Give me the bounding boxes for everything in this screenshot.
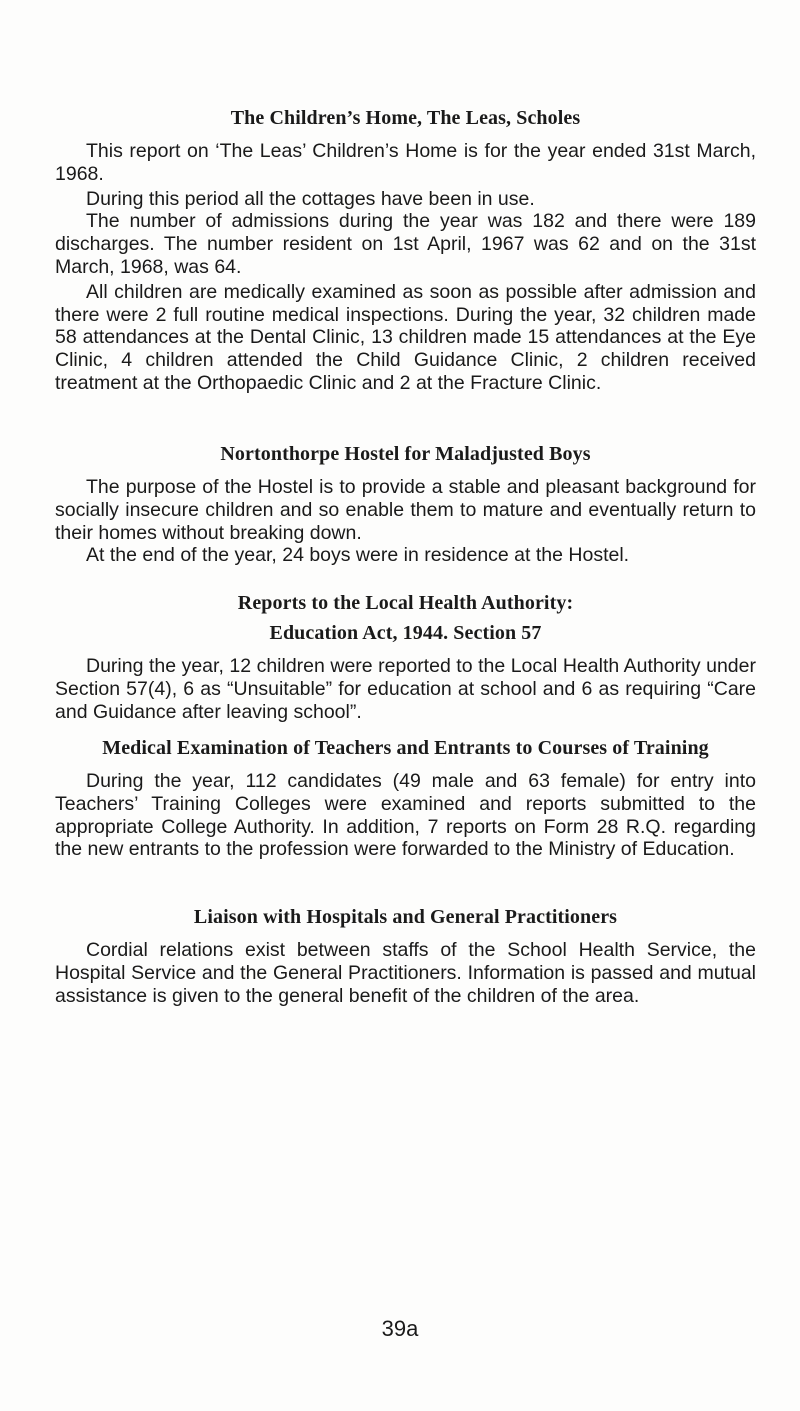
section-teachers-examination (55, 734, 756, 861)
section-nortonthorpe-hostel (55, 440, 756, 567)
section-local-health-reports (55, 589, 756, 723)
paragraph: This report on ‘The Leas’ Children’s Home is for the year ended 31st March, 1968. (55, 140, 756, 185)
paragraph: At the end of the year, 24 boys were in residence at the Hostel. (86, 544, 630, 567)
paragraph: The purpose of the Hostel is to provide a stable and pleasant background for socially insecure children and so enable them to mature and eventually return to their homes without breaking down. (55, 476, 756, 544)
section-heading: Nortonthorpe Hostel for Maladjusted Boys (220, 443, 591, 465)
page-number: 39a (381, 1316, 419, 1341)
section-heading: Liaison with Hospitals and General Practitioners (193, 906, 618, 928)
section-heading: Reports to the Local Health Authority: (237, 592, 574, 614)
paragraph: Cordial relations exist between staffs of the School Health Service, the Hospital Service and the General Practitioners. Information is passed and mutual assistance is given to the general benefit of the children of the area. (55, 939, 756, 1007)
section-heading: The Children’s Home, The Leas, Scholes (230, 107, 581, 129)
paragraph: During this period all the cottages have been in use. (86, 187, 535, 210)
section-heading: Medical Examination of Teachers and Entrants to Courses of Training (102, 737, 709, 759)
paragraph: The number of admissions during the year was 182 and there were 189 discharges. The number resident on 1st April, 1967 was 62 and on the 31st March, 1968, was 64. (55, 210, 756, 278)
section-subheading: Education Act, 1944. Section 57 (269, 622, 542, 644)
paragraph: During the year, 12 children were reported to the Local Health Authority under Section 57(4), 6 as “Unsuitable” for education at school and 6 as requiring “Care and Guidance after leaving school”. (55, 655, 756, 723)
section-hospital-liaison (55, 903, 756, 1007)
paragraph: All children are medically examined as soon as possible after admission and there were 2 full routine medical inspections. During the year, 32 children made 58 attendances at the Dental Clinic, 13 children made 15 attendances at the Eye Clinic, 4 children attended the Child Guidance Clinic, 2 children received treatment at the Orthopaedic Clinic and 2 at the Fracture Clinic. (55, 280, 756, 394)
paragraph: During the year, 112 candidates (49 male and 63 female) for entry into Teachers’ Training Colleges were examined and reports submitted to the appropriate College Authority. In addition, 7 reports on Form 28 R.Q. regarding the new entrants to the profession were forwarded to the Ministry of Education. (55, 770, 756, 861)
section-childrens-home (55, 104, 756, 395)
